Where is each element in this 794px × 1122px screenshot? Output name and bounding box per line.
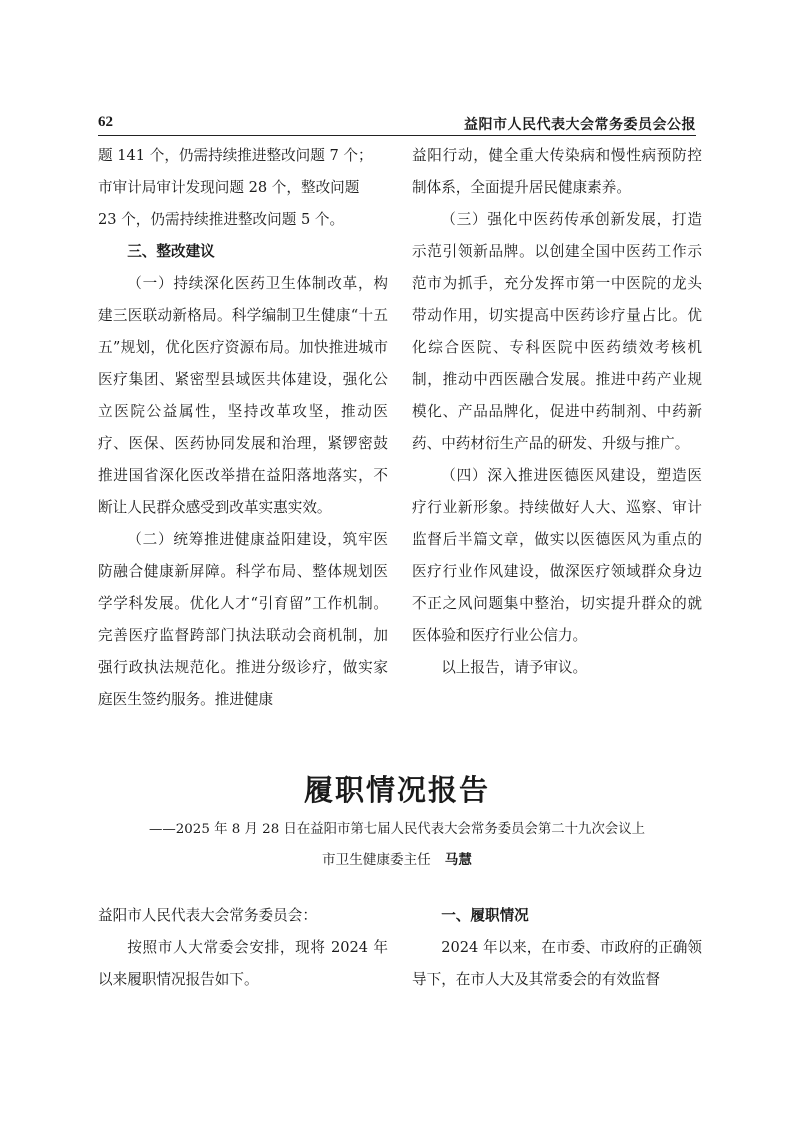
item-heading: （三）强化中医药传承创新发展，打造示范引领新品牌。 bbox=[412, 211, 702, 260]
continued-line: 23 个，仍需持续推进整改问题 5 个。 bbox=[98, 211, 345, 228]
speaker-name: 马慧 bbox=[444, 852, 472, 868]
paragraph-item-3 bbox=[412, 204, 702, 460]
item-body: 科学布局、整体规划医学学科发展。优化人才“引育留”工作机制。完善医疗监督跨部门执法联动会商机制，加强行政执法规范化。推进分级诊疗，做实家庭医生签约服务。推进健康 bbox=[98, 563, 388, 708]
header-rule bbox=[98, 135, 696, 136]
intro-paragraph: 按照市人大常委会安排，现将 2024 年以来履职情况报告如下。 bbox=[98, 939, 388, 988]
publication-title: 益阳市人民代表大会常务委员会公报 bbox=[464, 117, 696, 133]
section-paragraph: 2024 年以来，在市委、市政府的正确领导下，在市人大及其常委会的有效监督 bbox=[412, 939, 702, 988]
continued-line: 市审计局审计发现问题 28 个，整改问题 bbox=[98, 179, 360, 196]
item-heading: （二）统筹推进健康益阳建设，筑牢医防融合健康新屏障。 bbox=[98, 531, 388, 580]
item-body: 以创建全国中医药工作示范市为抓手，充分发挥市第一中医院的龙头带动作用，切实提高中医药诊疗量占比。优化综合医院、专科医院中医药绩效考核机制，推动中西医融合发展。推进中药产业规模化、产品品牌化，促进中药制剂、中药新药、中药材衍生产品的研发、升级与推广。 bbox=[412, 243, 702, 452]
section-heading: 三、整改建议 bbox=[127, 243, 215, 260]
page-header bbox=[98, 114, 696, 134]
right-column bbox=[412, 140, 702, 684]
speaker-role: 市卫生健康委主任 bbox=[322, 852, 431, 868]
section-heading: 一、履职情况 bbox=[441, 907, 529, 924]
paragraph-item-1 bbox=[98, 268, 388, 524]
bottom-right-column bbox=[412, 900, 702, 996]
salutation: 益阳市人民代表大会常务委员会： bbox=[98, 907, 317, 924]
continued-line: 题 141 个，仍需持续推进整改问题 7 个； bbox=[98, 147, 373, 164]
page-number: 62 bbox=[98, 114, 113, 130]
bottom-left-column bbox=[98, 900, 388, 996]
item-heading: （一）持续深化医药卫生体制改革，构建三医联动新格局。 bbox=[98, 275, 388, 324]
report-subtitle: ——2025 年 8 月 28 日在益阳市第七届人民代表大会常务委员会第二十九次会议上 bbox=[148, 822, 646, 837]
item-body: 科学编制卫生健康“十五五”规划，优化医疗资源布局。加快推进城市医疗集团、紧密型县域医共体建设，强化公立医院公益属性，坚持改革攻坚，推动医疗、医保、医药协同发展和治理，紧锣密鼓推进国省深化医改举措在益阳落地落实，不断让人民群众感受到改革实惠实效。 bbox=[98, 307, 388, 516]
item-body: 持续做好人大、巡察、审计监督后半篇文章，做实以医德医风为重点的医疗行业作风建设，做深医疗领域群众身边不正之风问题集中整治，切实提升群众的就医体验和医疗行业公信力。 bbox=[412, 499, 702, 644]
paragraph-item-4 bbox=[412, 460, 702, 652]
continued-paragraph: 益阳行动，健全重大传染病和慢性病预防控制体系，全面提升居民健康素养。 bbox=[412, 147, 702, 196]
item-heading: （四）深入推进医德医风建设，塑造医疗行业新形象。 bbox=[412, 467, 702, 516]
left-column bbox=[98, 140, 388, 716]
paragraph-item-2 bbox=[98, 524, 388, 716]
closing-line: 以上报告，请予审议。 bbox=[441, 659, 588, 676]
report-speaker bbox=[0, 848, 794, 868]
report-title: 履职情况报告 bbox=[303, 773, 490, 807]
